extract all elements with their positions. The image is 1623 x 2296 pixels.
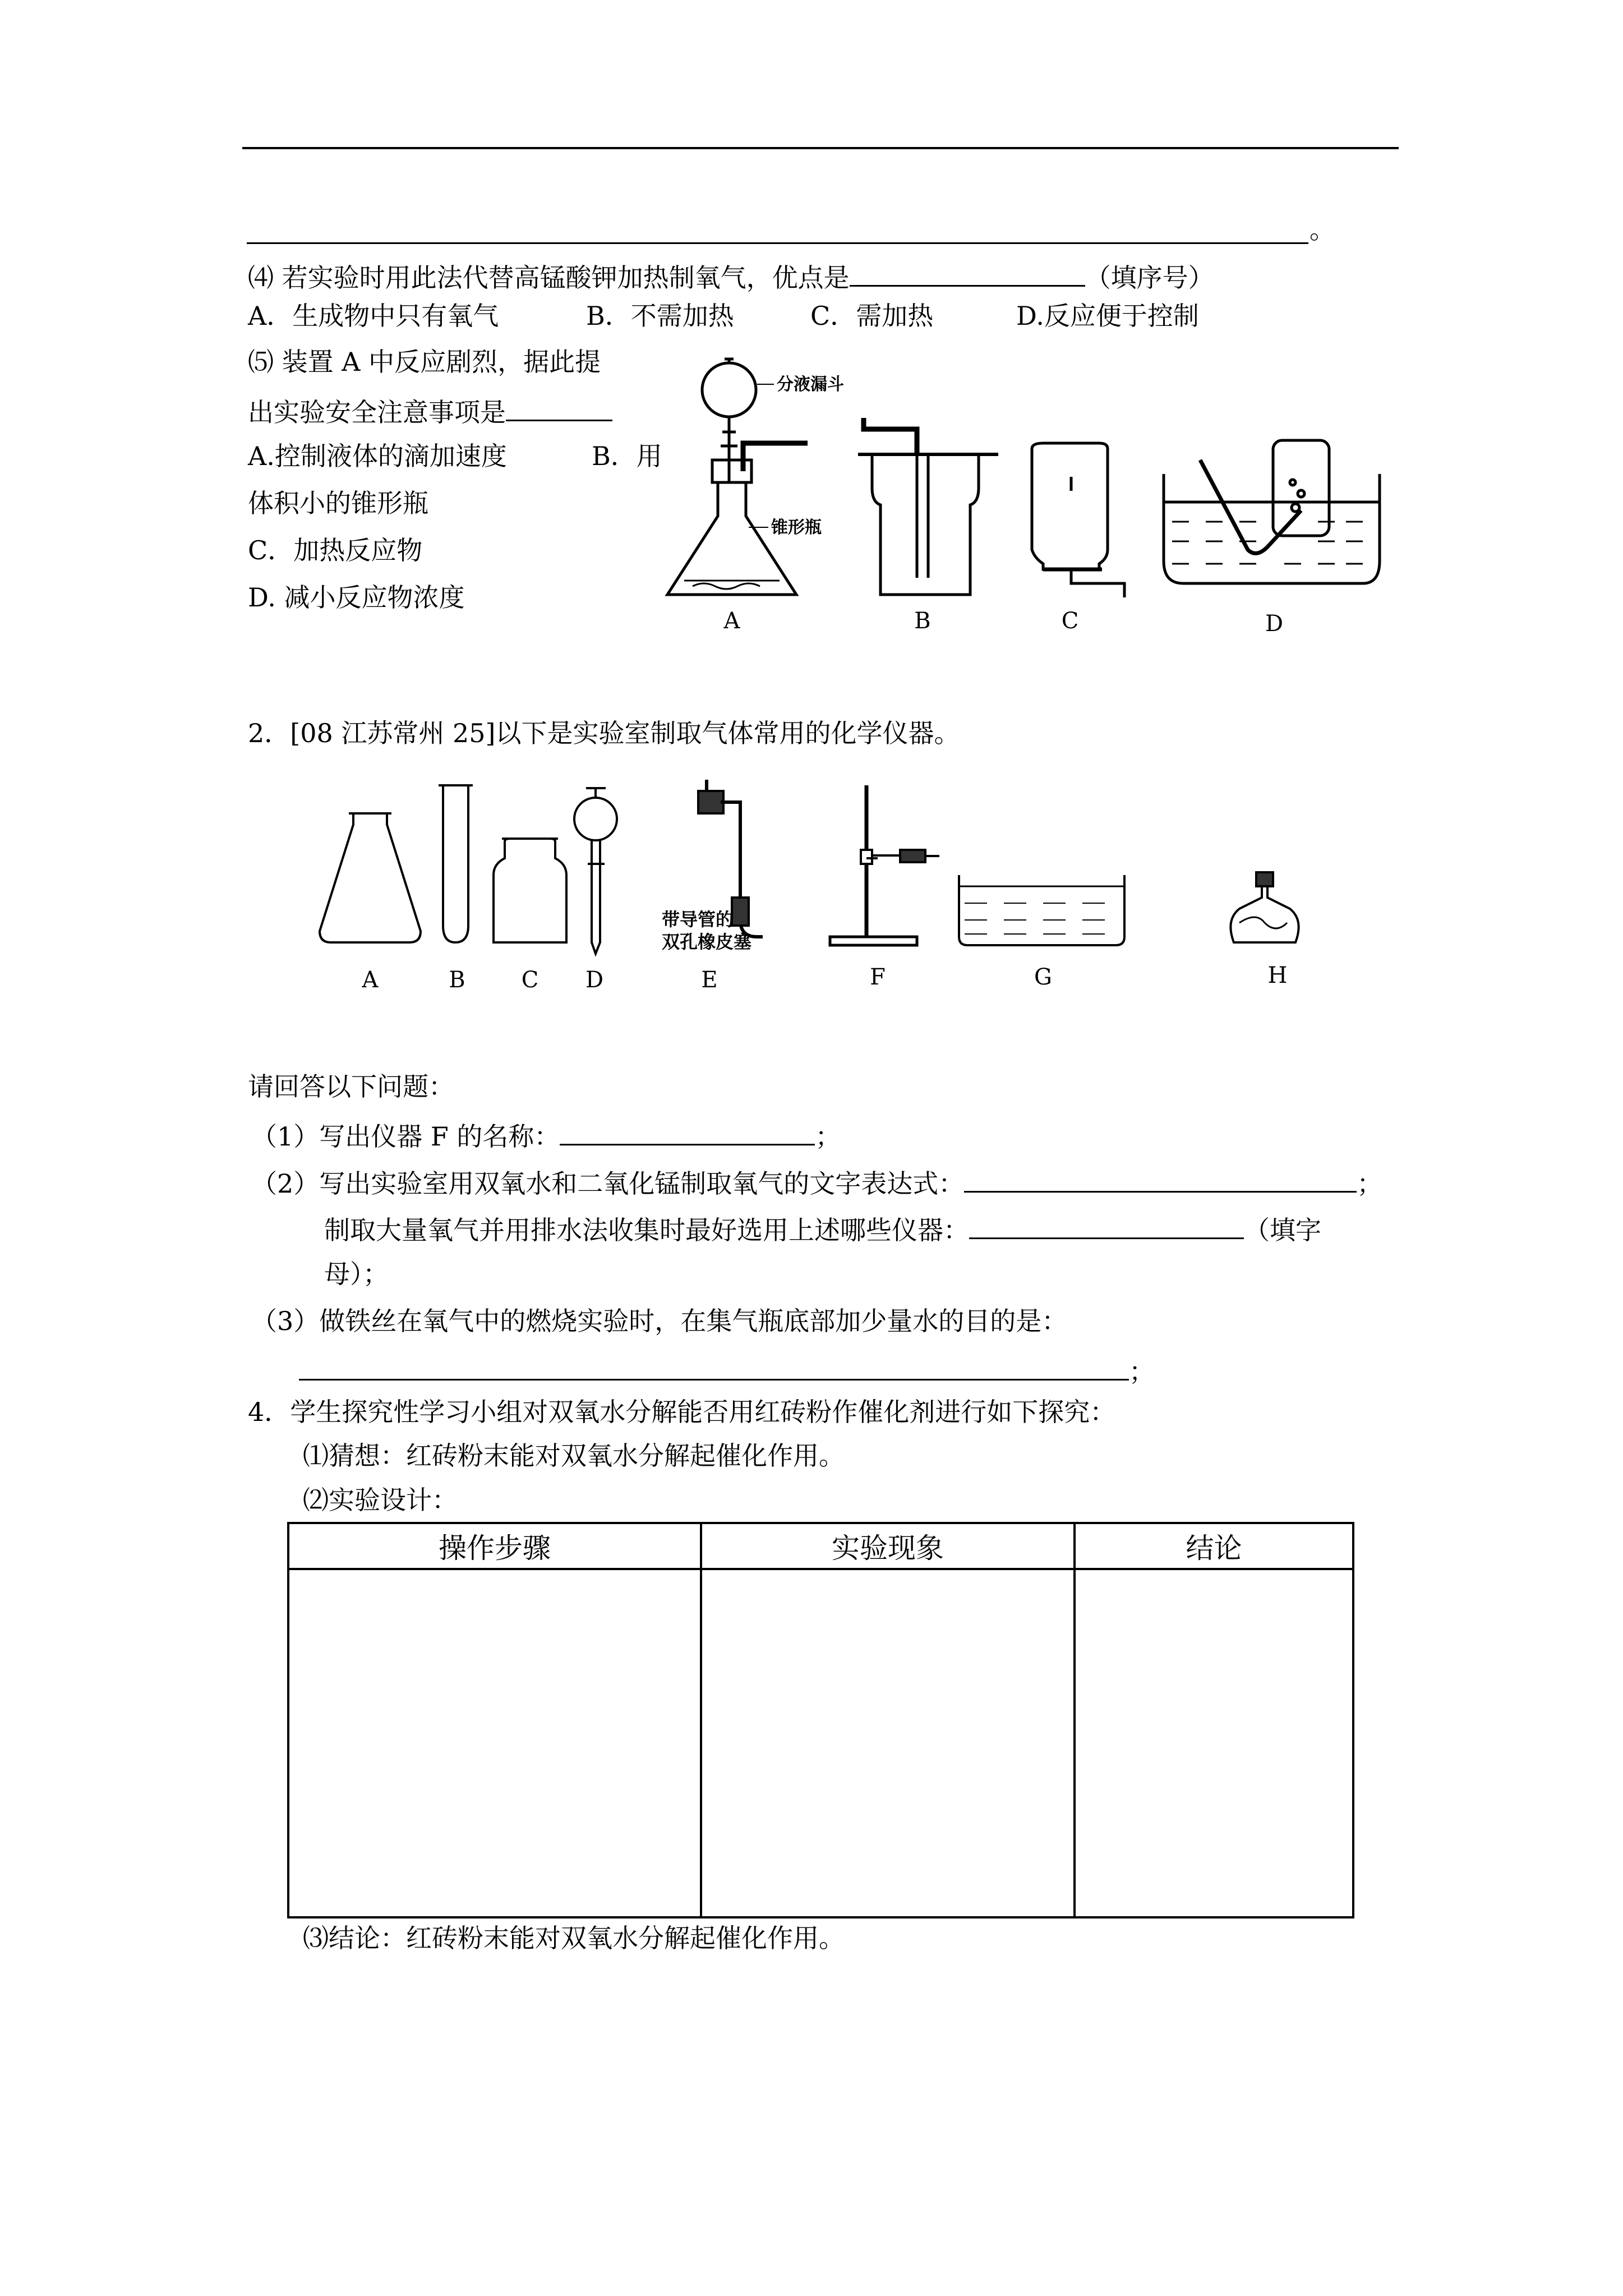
label-h: H (1267, 963, 1288, 988)
q4-title: 4．学生探究性学习小组对双氧水分解能否用红砖粉作催化剂进行如下探究： (248, 1397, 1116, 1427)
q2-sub2-line2 (324, 1212, 1321, 1246)
label-c: C (1061, 608, 1079, 634)
q1-sub4-option-b: B．不需加热 (586, 301, 734, 331)
label-d: D (585, 967, 604, 993)
label-c: C (521, 967, 539, 993)
q1-sub5-line2-text: 出实验安全注意事项是 (248, 397, 506, 427)
cell-conclusion[interactable] (1075, 1569, 1353, 1917)
q2-sub3-answer (299, 1353, 1155, 1387)
q4-conclusion: ⑶结论：红砖粉末能对双氧水分解起催化作用。 (303, 1923, 845, 1953)
apparatus-b-gas-bottle (858, 418, 998, 595)
table-row (288, 1569, 1353, 1917)
apparatus-figure-2 (314, 774, 1324, 999)
q2-sub3-blank[interactable] (299, 1353, 1129, 1381)
water-trough-icon (959, 875, 1124, 945)
q1-sub5-option-c: C．加热反应物 (248, 535, 423, 565)
q2-sub2 (251, 1165, 1382, 1199)
label-a: A (362, 967, 379, 993)
q2-sub2-line2-end: （填字 (1244, 1215, 1321, 1245)
conical-flask-icon (320, 813, 421, 942)
q2-sub2-line3: 母）； (324, 1259, 389, 1289)
cell-steps[interactable] (288, 1569, 701, 1917)
continuation-end-mark: 。 (1310, 214, 1335, 245)
stopper-label-line2: 双孔橡皮塞 (662, 931, 752, 953)
q2-sub1-end: ； (815, 1121, 841, 1152)
q1-sub5-line2 (248, 394, 612, 428)
cell-phenomena[interactable] (701, 1569, 1075, 1917)
q1-sub4 (248, 259, 1214, 293)
q1-sub4-option-d: D.反应便于控制 (1016, 301, 1199, 331)
q2-sub1-text: （1）写出仪器 F 的名称： (251, 1121, 560, 1152)
q1-sub5-option-b: B．用 (592, 441, 662, 471)
label-a: A (723, 608, 740, 634)
funnel-label: 分液漏斗 (777, 375, 844, 394)
q4-guess: ⑴猜想：红砖粉末能对双氧水分解起催化作用。 (303, 1441, 845, 1471)
label-f: F (870, 964, 886, 990)
q2-title: 2．[08 江苏常州 25]以下是实验室制取气体常用的化学仪器。 (248, 718, 960, 748)
q1-sub5-option-a: A.控制液体的滴加速度 (248, 441, 507, 471)
alcohol-lamp-icon (1230, 872, 1298, 942)
test-tube-icon (439, 785, 473, 942)
q1-sub5-option-d: D. 减小反应物浓度 (248, 582, 465, 613)
q1-sub5-line1: ⑸ 装置 A 中反应剧烈，据此提 (248, 347, 601, 377)
q1-sub4-suffix: （填序号） (1085, 263, 1214, 293)
apparatus-d-water-trough (1164, 440, 1380, 583)
stopper-label-line1: 带导管的 (662, 909, 734, 930)
iron-stand-icon (830, 785, 939, 945)
flask-label: 锥形瓶 (771, 518, 822, 537)
label-e: E (701, 967, 718, 993)
q2-sub2-line2-blank[interactable] (969, 1212, 1244, 1239)
label-b: B (914, 608, 931, 634)
label-g: G (1034, 964, 1052, 990)
apparatus-a-flask-with-funnel (667, 359, 808, 595)
q2-sub1-blank[interactable] (560, 1118, 815, 1145)
answer-line-continuation (247, 242, 1308, 244)
q1-sub4-option-a: A．生成物中只有氧气 (248, 301, 499, 331)
q2-sub2-end: ； (1357, 1168, 1383, 1199)
q2-sub2-text: （2）写出实验室用双氧水和二氧化锰制取氧气的文字表达式： (251, 1168, 965, 1199)
apparatus-figure-1 (651, 348, 1391, 645)
header-conclusion: 结论 (1075, 1523, 1353, 1569)
q2-sub3-end: ； (1129, 1356, 1155, 1387)
separatory-funnel-icon (586, 788, 606, 797)
q2-sub1 (251, 1118, 841, 1152)
q1-sub5-blank[interactable] (506, 394, 612, 421)
header-rule (242, 147, 1399, 149)
apparatus-c-inverted-bottle (1032, 443, 1124, 597)
q4-design: ⑵实验设计： (303, 1485, 458, 1515)
q1-sub4-blank[interactable] (850, 259, 1085, 287)
wide-mouth-bottle-icon (494, 839, 566, 942)
q2-sub3: （3）做铁丝在氧气中的燃烧实验时，在集气瓶底部加少量水的目的是： (251, 1306, 1068, 1336)
q2-sub2-blank[interactable] (964, 1165, 1357, 1193)
label-b: B (449, 967, 465, 993)
q1-sub5-line4: 体积小的锥形瓶 (248, 488, 428, 518)
label-d: D (1265, 611, 1284, 637)
header-steps: 操作步骤 (288, 1523, 701, 1569)
header-phenomena: 实验现象 (701, 1523, 1075, 1569)
q2-prompt: 请回答以下问题： (248, 1071, 454, 1102)
q1-sub4-option-c: C．需加热 (810, 301, 934, 331)
q1-sub4-text: ⑷ 若实验时用此法代替高锰酸钾加热制氧气，优点是 (248, 263, 850, 293)
experiment-design-table (287, 1522, 1354, 1918)
q2-sub2-line2-text: 制取大量氧气并用排水法收集时最好选用上述哪些仪器： (324, 1215, 969, 1245)
table-header-row (288, 1523, 1353, 1569)
